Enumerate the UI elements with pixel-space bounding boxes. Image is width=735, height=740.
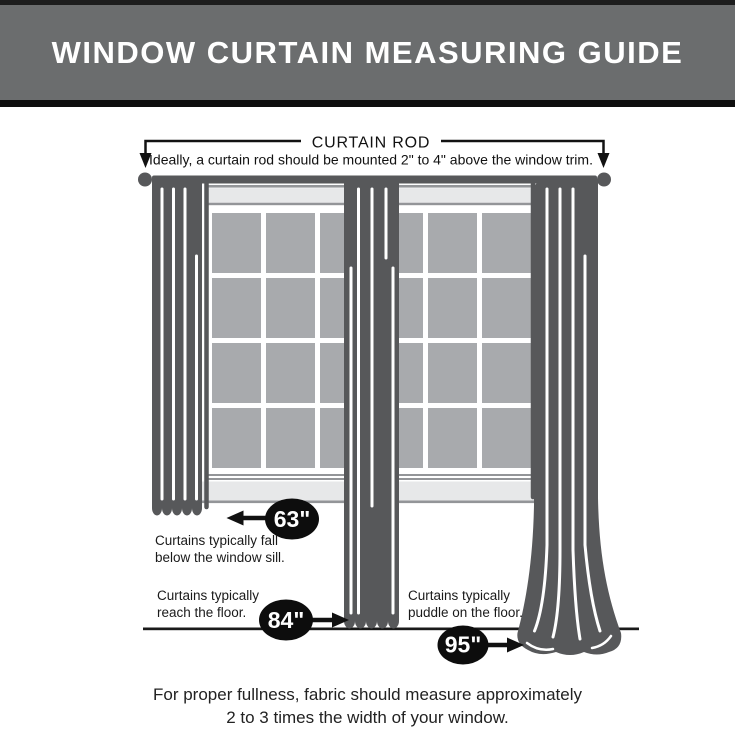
- window-pane: [482, 278, 531, 338]
- window-pane: [212, 343, 261, 403]
- window-pane: [482, 213, 531, 273]
- window-pane: [212, 408, 261, 468]
- curtain-panel-floor-length: [344, 176, 399, 628]
- curtain-rod-note: Ideally, a curtain rod should be mounted 2" to 4" above the window trim.: [149, 151, 593, 168]
- window-pane: [428, 278, 477, 338]
- measurement-95: [408, 588, 524, 665]
- down-arrow-icon: [598, 153, 610, 168]
- window-pane: [428, 213, 477, 273]
- measurement-note: Curtains typically: [157, 588, 260, 603]
- measurement-84: [157, 588, 349, 641]
- curtain-rod-label: CURTAIN ROD: [311, 134, 431, 152]
- window-pane: [266, 213, 315, 273]
- measurement-note: puddle on the floor.: [408, 605, 523, 620]
- window-pane: [212, 213, 261, 273]
- window-pane: [482, 408, 531, 468]
- window-pane: [428, 408, 477, 468]
- curtain-rod-callout: [140, 135, 610, 169]
- window-pane: [266, 278, 315, 338]
- curtain-body: [152, 176, 202, 516]
- measurement-note: Curtains typically: [408, 588, 511, 603]
- measurement-note: Curtains typically fall: [155, 533, 279, 548]
- measurement-note: below the window sill.: [155, 550, 285, 565]
- fullness-note-line1: For proper fullness, fabric should measure approximately: [153, 685, 582, 704]
- page-title: WINDOW CURTAIN MEASURING GUIDE: [51, 34, 684, 70]
- measurement-value: 63": [273, 506, 311, 532]
- rod-finial-left: [138, 173, 152, 187]
- window-pane: [266, 408, 315, 468]
- curtain-panel-puddle-length: [517, 176, 621, 656]
- measurement-note: reach the floor.: [157, 605, 247, 620]
- rod-finial-right: [597, 173, 611, 187]
- left-arrow-icon: [227, 511, 244, 526]
- window-pane: [428, 343, 477, 403]
- curtain-panel-sill-length: [152, 176, 207, 516]
- window-pane: [482, 343, 531, 403]
- fullness-note-line2: 2 to 3 times the width of your window.: [226, 708, 509, 727]
- window-pane: [212, 278, 261, 338]
- window-pane: [266, 343, 315, 403]
- measurement-value: 84": [267, 607, 305, 633]
- measurement-value: 95": [444, 631, 482, 658]
- fullness-note: [0, 683, 735, 729]
